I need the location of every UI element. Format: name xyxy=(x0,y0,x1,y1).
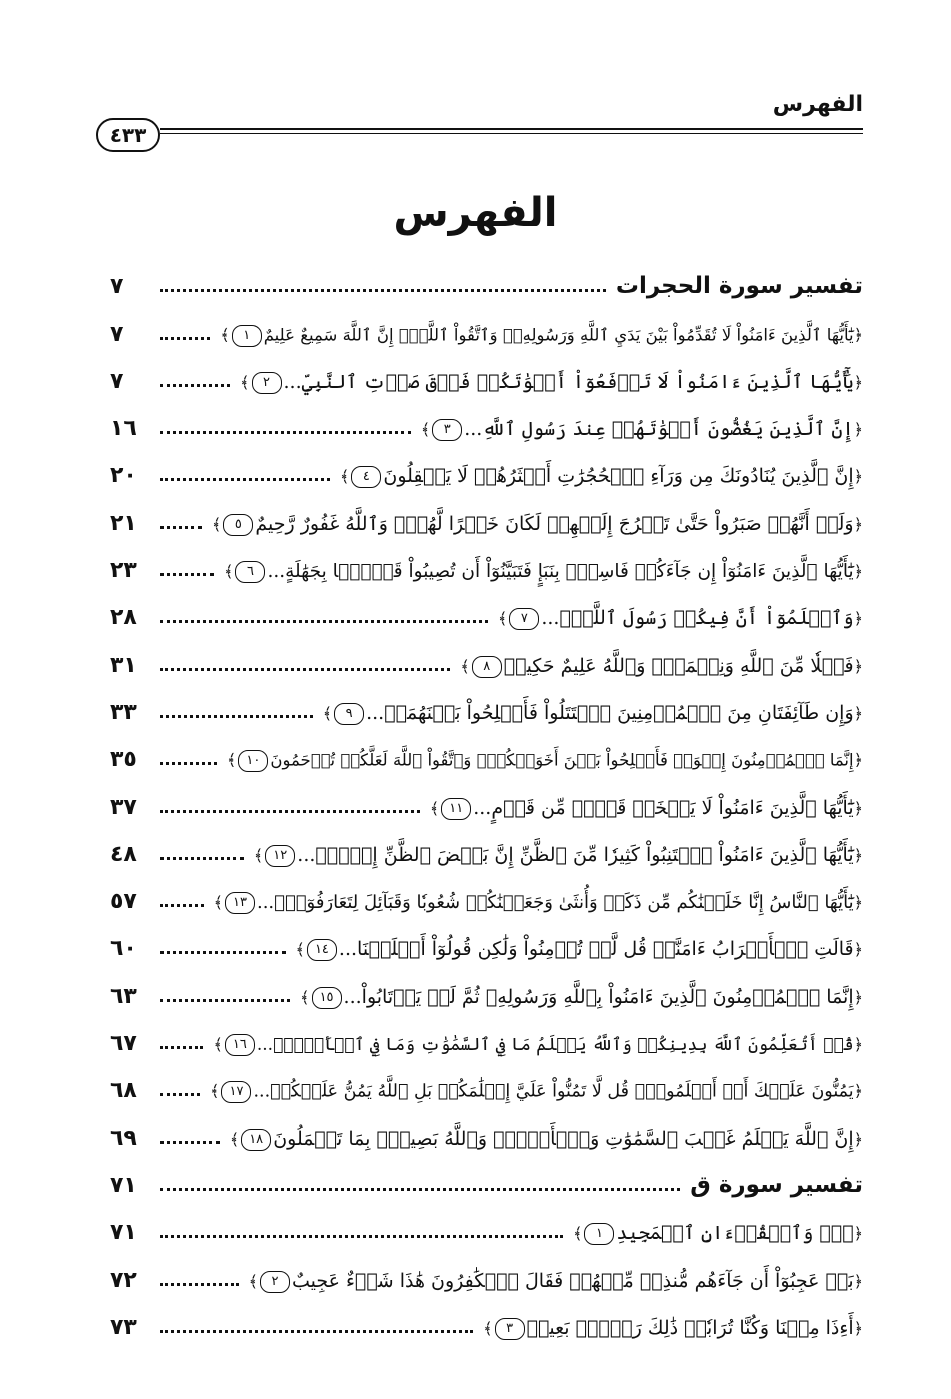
toc-page-number: ٦٩ xyxy=(110,1125,137,1151)
toc-entry-text xyxy=(214,892,863,914)
verse-text: قُلۡ أَتُعَلِّمُونَ ٱللَّهَ بِدِينِكُمۡ وَٱللَّهُ يَعۡلَمُ مَا فِي ٱلسَّمَٰوَٰتِ وَمَا فِي ٱلۡأَرۡضِۚ... xyxy=(256,1034,854,1055)
ornament-close: ﴾ xyxy=(460,656,470,676)
toc-entry-text xyxy=(460,655,863,678)
toc-heading xyxy=(110,252,863,299)
dot-leader xyxy=(160,715,313,718)
toc-entry xyxy=(110,394,863,441)
toc-entry xyxy=(110,725,863,772)
toc-entry-text xyxy=(210,1081,863,1103)
verse-number-badge: ١٤ xyxy=(307,939,337,961)
ornament-close: ﴾ xyxy=(213,1034,223,1054)
verse-number-badge: ١٣ xyxy=(225,892,255,914)
toc-entry-text xyxy=(296,938,863,961)
verse-number-badge: ٩ xyxy=(334,703,364,725)
toc-entry-text xyxy=(421,418,863,441)
verse-text: إِنَّمَا ٱلۡمُؤۡمِنُونَ ٱلَّذِينَ ءَامَنُواْ بِٱللَّهِ وَرَسُولِهِۦ ثُمَّ لَمۡ يَرۡتَابُواْ... xyxy=(343,985,854,1008)
verse-number-badge: ٤ xyxy=(351,466,381,488)
toc-entry-text xyxy=(240,371,863,394)
verse-text: وَلَوۡ أَنَّهُمۡ صَبَرُواْ حَتَّىٰ تَخۡرُجَ إِلَيۡهِمۡ لَكَانَ خَيۡرًا لَّهُمۡۚ وَٱللَّهُ غَفُورٌ رَّحِيمٌ xyxy=(255,512,854,535)
ornament-close: ﴾ xyxy=(497,609,508,629)
toc-page-number: ٦٣ xyxy=(110,983,137,1009)
toc-entry xyxy=(110,820,863,867)
verse-number-badge: ٧ xyxy=(509,608,539,630)
verse-text: يَٰٓأَيُّهَا ٱلَّذِينَ ءَامَنُواْ ٱجۡتَنِبُواْ كَثِيرٗا مِّنَ ٱلظَّنِّ إِنَّ بَعۡضَ ٱلظَّنِّ إِثۡمٞۖ... xyxy=(297,843,854,866)
toc-entry-text xyxy=(220,325,863,347)
ornament-open: ﴿ xyxy=(853,467,863,487)
page-number: ٤٣٣ xyxy=(96,118,160,152)
dot-leader xyxy=(160,951,286,954)
toc-entry-text xyxy=(224,561,863,583)
verse-text: وَٱعۡلَمُوٓاْ أَنَّ فِيكُمۡ رَسُولَ ٱللَّهِۚ... xyxy=(541,607,854,630)
ornament-open: ﴿ xyxy=(853,987,863,1007)
toc-page-number: ٧ xyxy=(110,321,124,347)
ornament-open: ﴿ xyxy=(853,1271,863,1291)
ornament-open: ﴿ xyxy=(853,420,863,440)
toc-page-number: ٣٧ xyxy=(110,794,137,820)
toc-entry-text xyxy=(300,986,863,1009)
ornament-close: ﴾ xyxy=(429,798,440,818)
toc-page-number: ٣٥ xyxy=(110,747,137,773)
toc-entry-text xyxy=(483,1317,863,1340)
ornament-close: ﴾ xyxy=(210,1081,220,1101)
toc-entry-text xyxy=(249,1270,863,1293)
verse-text: يَٰٓأَيُّهَا ٱلنَّاسُ إِنَّا خَلَقۡنَٰكُم مِّن ذَكَرٖ وَأُنثَىٰ وَجَعَلۡنَٰكُمۡ شُعُوبٗا وَقَبَآئِلَ لِتَعَارَفُوٓاْۚ... xyxy=(256,892,854,914)
toc-list xyxy=(110,252,863,1340)
ornament-open: ﴿ xyxy=(853,609,863,629)
verse-number-badge: ٢ xyxy=(260,1271,290,1293)
dot-leader xyxy=(160,1093,200,1096)
verse-text: إِنَّ ٱلَّذِينَ يُنَادُونَكَ مِن وَرَآءِ ٱلۡحُجُرَٰتِ أَكۡثَرُهُمۡ لَا يَعۡقِلُونَ xyxy=(383,465,854,488)
dot-leader xyxy=(160,810,420,813)
page-title: الفهرس xyxy=(393,190,558,236)
toc-entry-text xyxy=(323,702,863,725)
dot-leader xyxy=(160,1188,680,1191)
ornament-close: ﴾ xyxy=(340,467,350,487)
ornament-close: ﴾ xyxy=(224,562,234,582)
toc-entry xyxy=(110,583,863,630)
verse-text: يَٰٓأَيُّهَا ٱلَّذِينَ ءَامَنُواْ لَا يَسۡخَرۡ قَوۡمٞ مِّن قَوۡمٍ... xyxy=(473,796,854,819)
header-rule xyxy=(160,128,863,134)
toc-entry xyxy=(110,1293,863,1340)
ornament-close: ﴾ xyxy=(229,1129,240,1149)
ornament-open: ﴿ xyxy=(853,750,863,770)
ornament-close: ﴾ xyxy=(322,703,333,723)
toc-entry-text xyxy=(212,513,863,536)
toc-entry-text xyxy=(254,844,863,867)
toc-entry xyxy=(110,441,863,488)
toc-heading-text: تفسير سورة ق xyxy=(690,1171,863,1198)
ornament-close: ﴾ xyxy=(573,1224,583,1244)
ornament-open: ﴿ xyxy=(853,1081,863,1101)
verse-text: فَضۡلٗا مِّنَ ٱللَّهِ وَنِعۡمَةٗۚ وَٱللَّهُ عَلِيمٌ حَكِيمٞ xyxy=(503,654,854,677)
verse-text: إِنَّمَا ٱلۡمُؤۡمِنُونَ إِخۡوَةٞ فَأَصۡلِحُواْ بَيۡنَ أَخَوَيۡكُمۡۚ وَٱتَّقُواْ ٱللَّهَ لَعَلَّكُمۡ تُرۡحَمُونَ xyxy=(270,750,854,770)
dot-leader xyxy=(160,478,330,481)
toc-page-number: ٧١ xyxy=(110,1220,137,1246)
ornament-close: ﴾ xyxy=(420,420,431,440)
toc-entry xyxy=(110,914,863,961)
ornament-close: ﴾ xyxy=(300,987,310,1007)
ornament-close: ﴾ xyxy=(253,845,264,865)
toc-page-number: ١٦ xyxy=(110,416,137,442)
dot-leader xyxy=(160,384,230,387)
dot-leader xyxy=(160,999,290,1002)
dot-leader xyxy=(160,337,210,340)
ornament-open: ﴿ xyxy=(853,1034,863,1054)
verse-text: إِنَّ ٱللَّهَ يَعۡلَمُ غَيۡبَ ٱلسَّمَٰوَٰتِ وَٱلۡأَرۡضِۚ وَٱللَّهُ بَصِيرُۢ بِمَا تَعۡمَلُونَ xyxy=(273,1127,854,1150)
verse-text: وَإِن طَآئِفَتَانِ مِنَ ٱلۡمُؤۡمِنِينَ ٱقۡتَتَلُواْ فَأَصۡلِحُواْ بَيۡنَهُمَاۖ... xyxy=(366,701,854,724)
ornament-close: ﴾ xyxy=(240,372,250,392)
verse-number-badge: ٢ xyxy=(252,372,282,394)
toc-page-number: ٥٧ xyxy=(110,889,137,915)
ornament-close: ﴾ xyxy=(248,1271,258,1291)
toc-entry xyxy=(110,1009,863,1056)
toc-entry xyxy=(110,772,863,819)
verse-text: يَٰٓأَيُّهَا ٱلَّذِينَ ءَامَنُواْ لَا تُقَدِّمُواْ بَيْنَ يَدَيِ ٱللَّهِ وَرَسُولِهِۦۖ وَٱتَّقُواْ ٱللَّهَۚ إِنَّ ٱللَّهَ سَمِيعٌ عَلِيمٌ xyxy=(263,325,854,345)
verse-number-badge: ٥ xyxy=(223,514,253,536)
toc-page-number: ٢١ xyxy=(110,510,137,536)
toc-page-number: ٧٢ xyxy=(110,1267,137,1293)
ornament-close: ﴾ xyxy=(220,325,230,345)
ornament-open: ﴿ xyxy=(853,1318,863,1338)
toc-entry xyxy=(110,488,863,535)
dot-leader xyxy=(160,1283,239,1286)
toc-page-number: ٣١ xyxy=(110,652,137,678)
verse-number-badge: ١٧ xyxy=(221,1081,251,1103)
dot-leader xyxy=(160,904,204,907)
dot-leader xyxy=(160,762,217,765)
toc-page-number: ٤٨ xyxy=(110,841,137,867)
toc-entry-text xyxy=(430,797,863,820)
toc-entry xyxy=(110,961,863,1008)
verse-text: يَٰٓأَيُّهَا ٱلَّذِينَ ءَامَنُواْ لَا تَرۡفَعُوٓاْ أَصۡوَٰتَكُمۡ فَوۡقَ صَوۡتِ ٱلنَّبِيِّ... xyxy=(283,370,854,393)
ornament-close: ﴾ xyxy=(226,750,237,770)
ornament-open: ﴿ xyxy=(853,514,863,534)
dot-leader xyxy=(160,1235,563,1238)
ornament-open: ﴿ xyxy=(853,893,863,913)
dot-leader xyxy=(160,526,202,529)
toc-entry-text xyxy=(213,1034,863,1057)
ornament-close: ﴾ xyxy=(295,940,305,960)
toc-entry xyxy=(110,536,863,583)
verse-text: قٓۚ وَٱلۡقُرۡءَانِ ٱلۡمَجِيدِ xyxy=(616,1222,854,1245)
verse-number-badge: ١٥ xyxy=(312,987,342,1009)
running-title: الفهرس xyxy=(772,92,863,117)
dot-leader xyxy=(160,1046,203,1049)
dot-leader xyxy=(160,289,606,292)
dot-leader xyxy=(160,573,214,576)
ornament-open: ﴿ xyxy=(853,940,863,960)
toc-page-number: ٧٣ xyxy=(110,1314,137,1340)
toc-entry-text xyxy=(340,465,863,488)
dot-leader xyxy=(160,431,411,434)
dot-leader xyxy=(160,620,488,623)
ornament-open: ﴿ xyxy=(853,845,863,865)
ornament-open: ﴿ xyxy=(853,1224,863,1244)
toc-page-number: ٢٠ xyxy=(110,463,137,489)
ornament-close: ﴾ xyxy=(212,514,222,534)
ornament-open: ﴿ xyxy=(853,656,863,676)
ornament-close: ﴾ xyxy=(213,893,223,913)
toc-entry-text xyxy=(498,607,863,630)
dot-leader xyxy=(160,668,450,671)
verse-number-badge: ١٦ xyxy=(225,1034,255,1056)
toc-entry xyxy=(110,1245,863,1292)
toc-entry-text xyxy=(227,750,863,772)
ornament-close: ﴾ xyxy=(483,1318,493,1338)
verse-number-badge: ١ xyxy=(232,325,262,347)
toc-entry xyxy=(110,1198,863,1245)
ornament-open: ﴿ xyxy=(853,798,863,818)
dot-leader xyxy=(160,857,244,860)
verse-text: يَٰٓأَيُّهَا ٱلَّذِينَ ءَامَنُوٓاْ إِن جَآءَكُمۡ فَاسِقُۢ بِنَبَإٍ فَتَبَيَّنُوٓاْ أَن تُصِيبُواْ قَوۡمَۢا بِجَهَٰلَةٍ... xyxy=(267,561,854,583)
verse-number-badge: ١٨ xyxy=(241,1129,271,1151)
toc-entry xyxy=(110,1056,863,1103)
ornament-open: ﴿ xyxy=(853,562,863,582)
verse-number-badge: ٣ xyxy=(432,419,462,441)
toc-entry xyxy=(110,630,863,677)
verse-number-badge: ١١ xyxy=(441,798,471,820)
verse-text: بَلۡ عَجِبُوٓاْ أَن جَآءَهُم مُّنذِرٞ مِّنۡهُمۡ فَقَالَ ٱلۡكَٰفِرُونَ هَٰذَا شَيۡءٌ عَجِيبٌ xyxy=(291,1269,854,1292)
dot-leader xyxy=(160,1330,473,1333)
toc-page-number: ٧ xyxy=(110,368,124,394)
toc-page-number: ٢٣ xyxy=(110,558,137,584)
ornament-open: ﴿ xyxy=(853,372,863,392)
toc-entry xyxy=(110,867,863,914)
ornament-open: ﴿ xyxy=(853,1129,863,1149)
ornament-open: ﴿ xyxy=(853,703,863,723)
verse-text: يَمُنُّونَ عَلَيۡكَ أَنۡ أَسۡلَمُواْۖ قُل لَّا تَمُنُّواْ عَلَيَّ إِسۡلَٰمَكُمۖ بَلِ ٱللَّهُ يَمُنُّ عَلَيۡكُمۡ... xyxy=(253,1081,854,1102)
verse-number-badge: ١٢ xyxy=(265,845,295,867)
verse-text: أَءِذَا مِتۡنَا وَكُنَّا تُرَابٗاۖ ذَٰلِكَ رَجۡعُۢ بَعِيدٞ xyxy=(526,1316,854,1339)
verse-text: إِنَّ ٱلَّذِينَ يَغُضُّونَ أَصۡوَٰتَهُمۡ عِندَ رَسُولِ ٱللَّهِ... xyxy=(464,418,854,441)
toc-heading xyxy=(110,1151,863,1198)
toc-page-number: ٦٨ xyxy=(110,1078,137,1104)
toc-page-number: ٦٠ xyxy=(110,936,137,962)
toc-heading-text: تفسير سورة الحجرات xyxy=(615,273,863,300)
verse-number-badge: ١٠ xyxy=(238,750,268,772)
toc-page-number: ٣٣ xyxy=(110,699,137,725)
toc-entry xyxy=(110,299,863,346)
verse-number-badge: ٣ xyxy=(495,1318,525,1340)
toc-entry-text xyxy=(230,1128,863,1151)
toc-page-number: ٦٧ xyxy=(110,1031,137,1057)
ornament-open: ﴿ xyxy=(853,325,863,345)
toc-entry xyxy=(110,1103,863,1150)
verse-text: قَالَتِ ٱلۡأَعۡرَابُ ءَامَنَّاۖ قُل لَّمۡ تُؤۡمِنُواْ وَلَٰكِن قُولُوٓاْ أَسۡلَمۡنَا... xyxy=(338,938,854,961)
verse-number-badge: ٨ xyxy=(472,656,502,678)
toc-page-number: ٧ xyxy=(110,274,124,300)
verse-number-badge: ١ xyxy=(584,1223,614,1245)
toc-entry-text xyxy=(573,1222,863,1245)
verse-number-badge: ٦ xyxy=(235,561,265,583)
dot-leader xyxy=(160,1141,220,1144)
toc-entry xyxy=(110,678,863,725)
toc-page-number: ٢٨ xyxy=(110,605,137,631)
toc-entry xyxy=(110,347,863,394)
toc-page-number: ٧١ xyxy=(110,1172,137,1198)
